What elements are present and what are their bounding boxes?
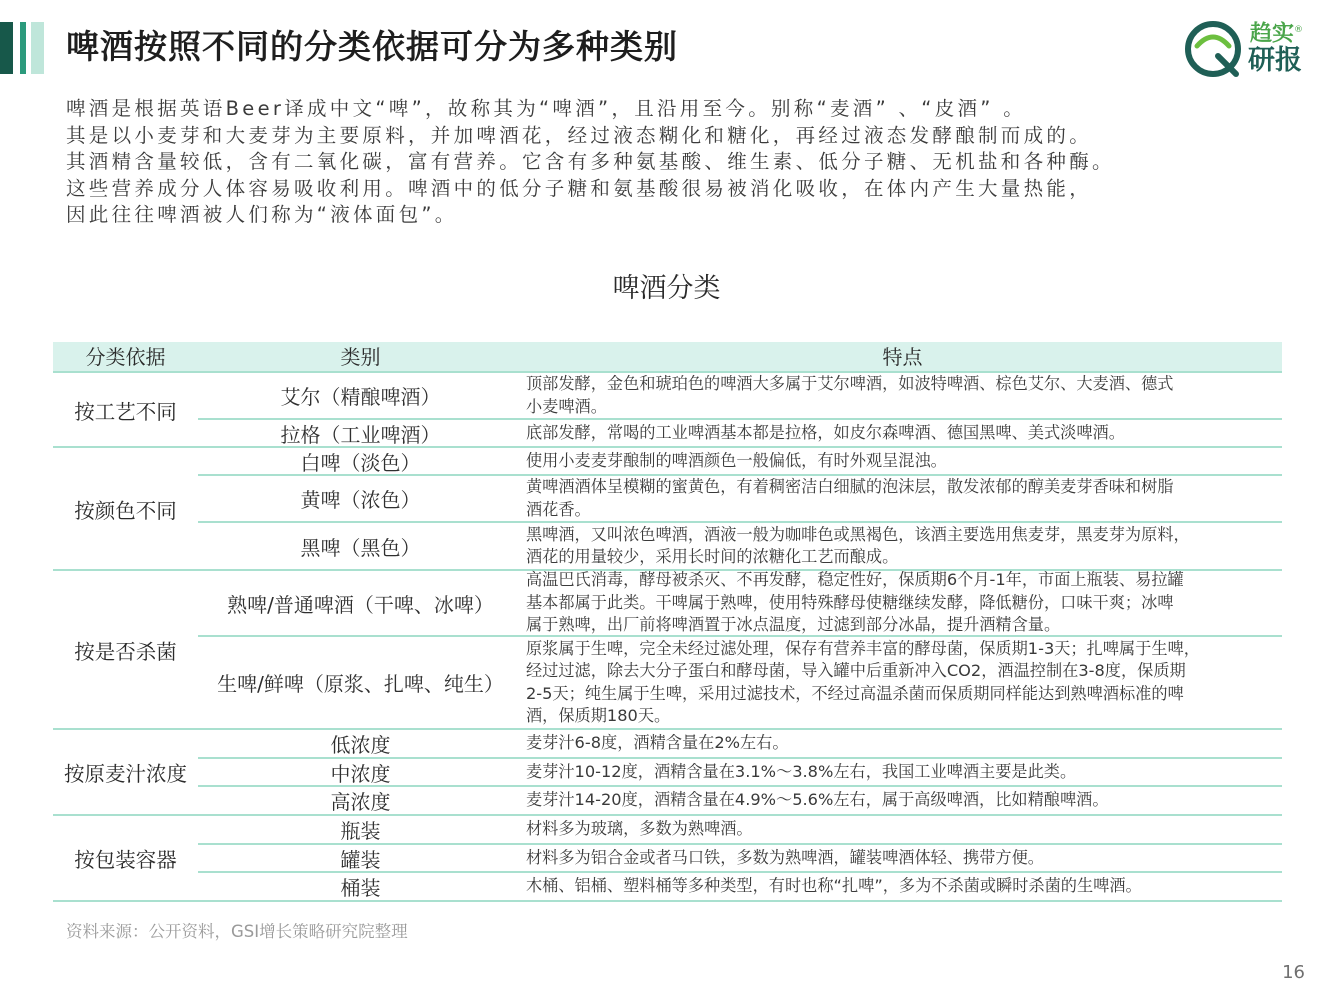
table-header-row: [53, 342, 1282, 373]
feature-cell: [523, 476, 1282, 523]
category-cell: 生啤/鲜啤（原浆、扎啤、纯生）: [198, 637, 523, 730]
header-basis: 分类依据: [85, 345, 166, 369]
feature-line: 酒花的用量较少，采用长时间的浓糖化工艺而酿成。: [526, 547, 899, 566]
feature-line: 2-5天；纯生属于生啤，采用过滤技术，不经过高温杀菌而保质期同样能达到熟啤酒标准的啤: [526, 683, 1184, 703]
feature-cell: [523, 873, 1282, 902]
category-cell: 罐装: [198, 845, 523, 873]
feature-line: 材料多为玻璃，多数为熟啤酒。: [526, 819, 753, 839]
page-number: 16: [1282, 962, 1305, 983]
category-cell: 黄啤（浓色）: [198, 476, 523, 523]
feature-line: 黑啤酒，又叫浓色啤酒，酒液一般为咖啡色或黑褐色，该酒主要选用焦麦芽，黑麦芽为原料，: [526, 524, 1190, 544]
title-accent-bar-dark: [0, 22, 13, 74]
feature-cell: [523, 571, 1282, 637]
basis-cell: 按包装容器: [53, 816, 198, 902]
intro-line: 因此往往啤酒被人们称为“液体面包”。: [66, 203, 458, 226]
feature-line: 高温巴氏消毒，酵母被杀灭、不再发酵，稳定性好，保质期6个月-1年，市面上瓶装、易拉罐: [526, 570, 1184, 590]
title-accent-bar-light: [31, 22, 44, 74]
feature-line: 小麦啤酒。: [526, 396, 607, 416]
category-cell: 瓶装: [198, 816, 523, 845]
feature-cell: [523, 816, 1282, 845]
feature-line: 黄啤酒酒体呈模糊的蜜黄色，有着稠密洁白细腻的泡沫层，散发浓郁的醇美麦芽香味和树脂: [526, 477, 1174, 496]
feature-line: 原浆属于生啤，完全未经过滤处理，保存有营养丰富的酵母菌，保质期1-3天；扎啤属于生啤，: [526, 638, 1200, 658]
table-title: 啤酒分类: [612, 273, 721, 304]
feature-line: 酒，保质期180天。: [526, 706, 671, 725]
intro-line: 其酒精含量较低，含有二氧化碳，富有营养。它含有多种氨基酸、维生素、低分子糖、无机盐和各种酶。: [66, 150, 1115, 173]
feature-line: 木桶、铝桶、塑料桶等多种类型，有时也称“扎啤”，多为不杀菌或瞬时杀菌的生啤酒。: [526, 876, 1142, 896]
page-title: 啤酒按照不同的分类依据可分为多种类别: [66, 27, 678, 66]
category-cell: 桶装: [198, 873, 523, 902]
feature-cell: [523, 637, 1282, 730]
feature-line: 麦芽汁6-8度，酒精含量在2%左右。: [526, 733, 789, 753]
feature-line: 基本都属于此类。干啤属于熟啤，使用特殊酵母使糖继续发酵，降低糖份，口味干爽；冰啤: [526, 592, 1174, 612]
feature-line: 使用小麦麦芽酿制的啤酒颜色一般偏低，有时外观呈混浊。: [526, 450, 947, 470]
feature-cell: [523, 448, 1282, 476]
logo-q-icon: [1182, 18, 1244, 80]
brand-logo: [1182, 14, 1322, 80]
feature-line: 材料多为铝合金或者马口铁，多数为熟啤酒，罐装啤酒体轻、携带方便。: [526, 847, 1044, 867]
category-cell: 拉格（工业啤酒）: [198, 420, 523, 448]
intro-line: 其是以小麦芽和大麦芽为主要原料，并加啤酒花，经过液态糊化和糖化，再经过液态发酵酿制而成的。: [66, 123, 1093, 147]
category-cell: 艾尔（精酿啤酒）: [198, 373, 523, 420]
feature-cell: [523, 373, 1282, 420]
intro-line: 啤酒是根据英语Beer译成中文“啤”，故称其为“啤酒”，且沿用至今。别称“麦酒” 、“皮酒” 。: [66, 97, 1027, 120]
feature-line: 底部发酵，常喝的工业啤酒基本都是拉格，如皮尔森啤酒、德国黑啤、美式淡啤酒。: [526, 422, 1125, 442]
category-cell: 熟啤/普通啤酒（干啤、冰啤）: [198, 571, 523, 637]
feature-cell: [523, 845, 1282, 873]
title-accent-bar-mid: [20, 22, 26, 74]
feature-cell: [523, 759, 1282, 787]
basis-cell: 按是否杀菌: [53, 571, 198, 730]
feature-cell: [523, 523, 1282, 571]
feature-cell: [523, 420, 1282, 448]
logo-bottom-text: 研报: [1248, 45, 1302, 76]
header-feature: 特点: [882, 345, 923, 369]
header-category: 类别: [340, 345, 381, 369]
feature-cell: [523, 787, 1282, 816]
feature-line: 经过过滤，除去大分子蛋白和酵母菌，导入罐中后重新冲入CO2，酒温控制在3-8度，保质期: [526, 661, 1186, 680]
feature-line: 麦芽汁14-20度，酒精含量在4.9%～5.6%左右，属于高级啤酒，比如精酿啤酒。: [526, 790, 1109, 810]
feature-line: 麦芽汁10-12度，酒精含量在3.1%～3.8%左右，我国工业啤酒主要是此类。: [526, 761, 1077, 781]
logo-top-text: 趋实: [1250, 21, 1295, 47]
basis-cell: 按工艺不同: [53, 373, 198, 448]
category-cell: 中浓度: [198, 759, 523, 787]
feature-cell: [523, 730, 1282, 759]
registered-mark: ®: [1294, 25, 1304, 35]
basis-cell: 按原麦汁浓度: [53, 730, 198, 816]
intro-line: 这些营养成分人体容易吸收利用。啤酒中的低分子糖和氨基酸很易被消化吸收，在体内产生大量热能，: [66, 176, 1093, 200]
feature-line: 酒花香。: [526, 499, 591, 519]
category-cell: 黑啤（黑色）: [198, 523, 523, 571]
feature-line: 属于熟啤，出厂前将啤酒置于冰点温度，过滤到部分冰晶，提升酒精含量。: [526, 615, 1061, 635]
basis-cell: 按颜色不同: [53, 448, 198, 571]
category-cell: 低浓度: [198, 730, 523, 759]
feature-line: 顶部发酵，金色和琥珀色的啤酒大多属于艾尔啤酒，如波特啤酒、棕色艾尔、大麦酒、德式: [526, 374, 1174, 393]
source-note: 资料来源：公开资料，GSI增长策略研究院整理: [66, 922, 408, 941]
category-cell: 白啤（淡色）: [198, 448, 523, 476]
category-cell: 高浓度: [198, 787, 523, 816]
intro-paragraph: [66, 96, 1291, 229]
